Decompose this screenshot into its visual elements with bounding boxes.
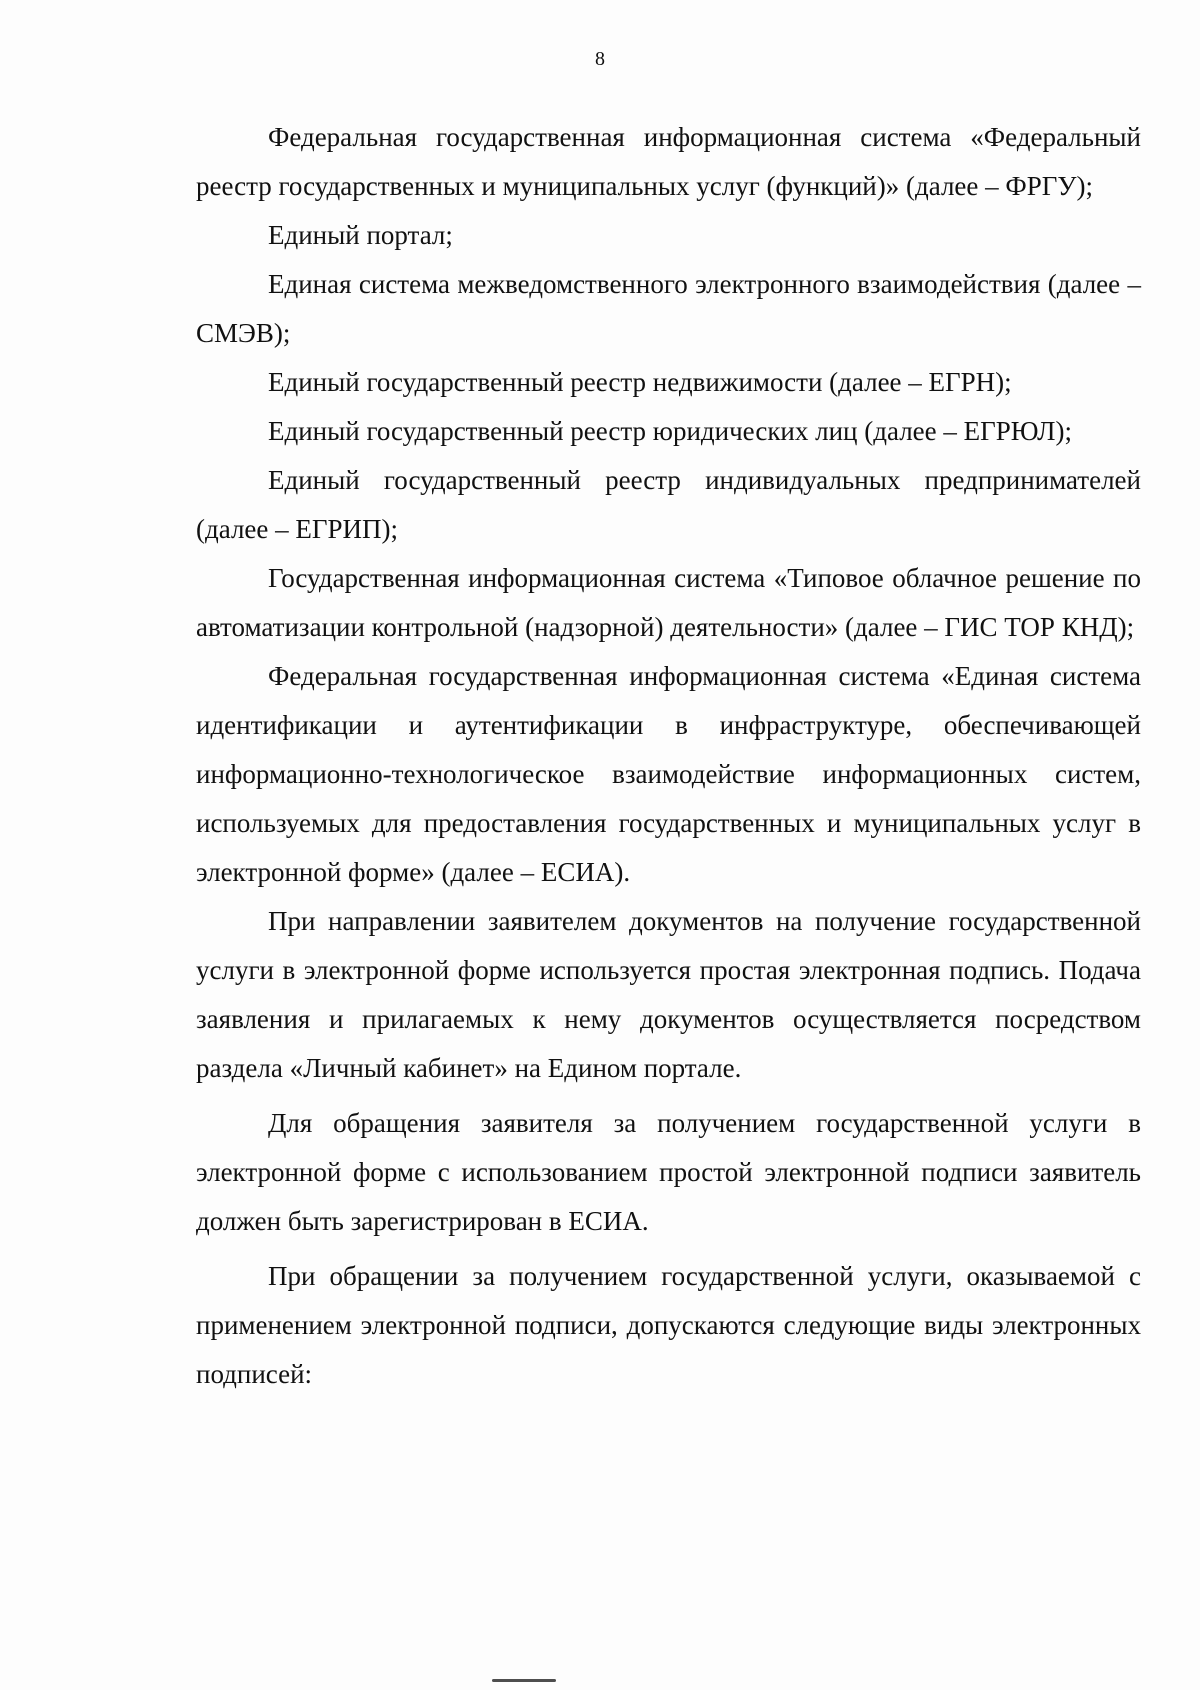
paragraph-smev: Единая система межведомственного электронного взаимодействия (далее – СМЭВ); — [196, 269, 1141, 348]
paragraph-esia-registration: Для обращения заявителя за получением государственной услуги в электронной форме с использованием простой электронной подписи заявитель должен быть зарегистрирован в ЕСИА. — [196, 1108, 1141, 1236]
page-number: 8 — [595, 48, 605, 70]
paragraph-single-portal: Единый портал; — [268, 220, 453, 250]
paragraph-signature-types: При обращении за получением государственной услуги, оказываемой с применением электронной подписи, допускаются следующие виды электронных подписей: — [196, 1261, 1141, 1389]
scan-mark — [492, 1679, 556, 1682]
paragraph-simple-signature: При направлении заявителем документов на получение государственной услуги в электронной форме используется простая электронная подпись. Подача заявления и прилагаемых к нему документов осуществляется посредством раздела «Личный кабинет» на Едином портале. — [196, 906, 1141, 1083]
paragraph-egrip: Единый государственный реестр индивидуальных предпринимателей (далее – ЕГРИП); — [196, 465, 1141, 544]
paragraph-esia: Федеральная государственная информационная система «Единая система идентификации и аутентификации в инфраструктуре, обеспечивающей информационно-технологическое взаимодействие информационных систем, используемых для предоставления государственных и муниципальных услуг в электронной форме» (далее – ЕСИА). — [196, 661, 1141, 887]
paragraph-egrn: Единый государственный реестр недвижимости (далее – ЕГРН); — [268, 367, 1012, 397]
paragraph-egrul: Единый государственный реестр юридических лиц (далее – ЕГРЮЛ); — [268, 416, 1072, 446]
paragraph-gis-tor-knd: Государственная информационная система «Типовое облачное решение по автоматизации контрольной (надзорной) деятельности» (далее – ГИС ТОР КНД); — [196, 563, 1141, 642]
document-body — [196, 113, 1141, 1399]
paragraph-frgu: Федеральная государственная информационная система «Федеральный реестр государственных и муниципальных услуг (функций)» (далее – ФРГУ); — [196, 122, 1141, 201]
